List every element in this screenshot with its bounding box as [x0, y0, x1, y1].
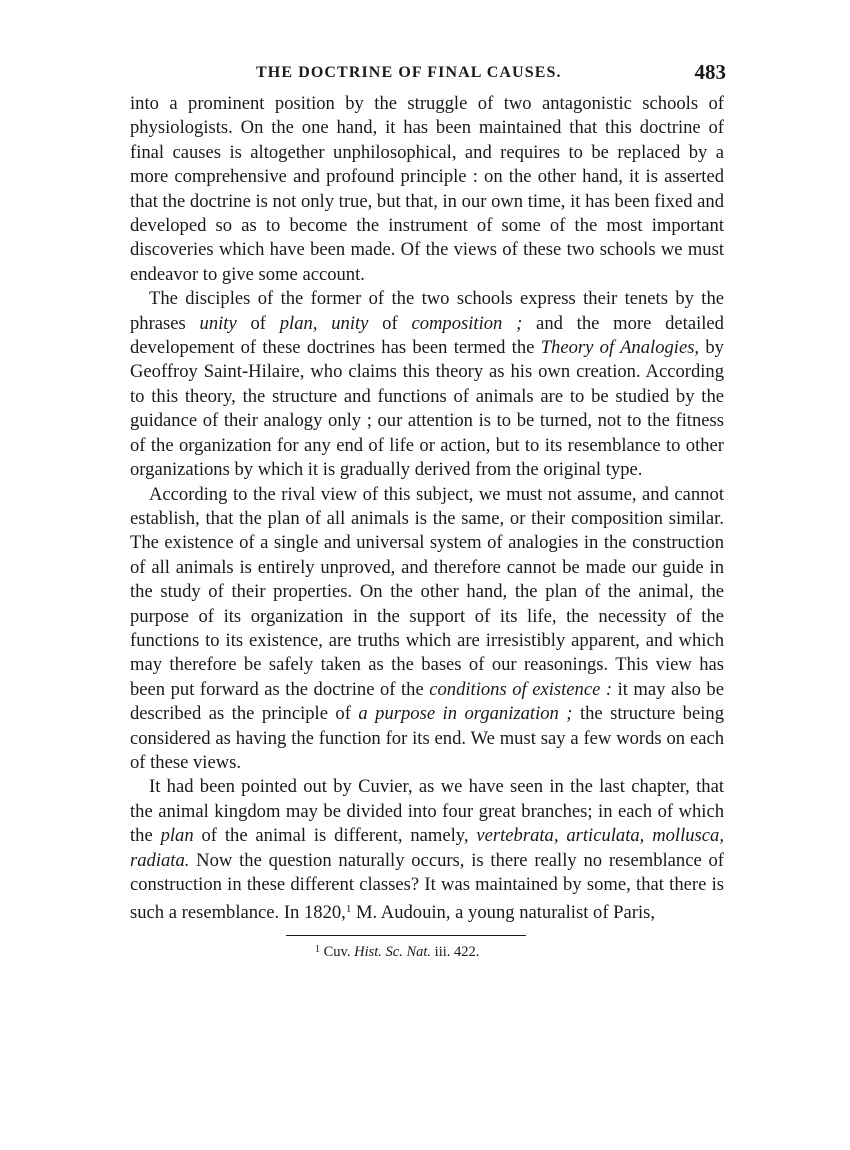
italic-text: plan	[160, 825, 194, 847]
text-run: of	[368, 312, 412, 334]
footnote-rule	[286, 935, 526, 936]
running-head	[130, 58, 724, 92]
text-run: by Geoffroy Saint-Hilaire, who claims this theory as his own creation. According to this theory, the structure and functions of animals are to be studied by the guidance of their analogy only ; our attention is to be turned, not to the fitness of the organization for any end of life or action, but to its resemblance to other organizations by which it is gradually derived from the original type.	[130, 337, 724, 481]
paragraph	[130, 775, 724, 925]
text-run: iii. 422.	[431, 943, 480, 960]
text-run: and the more detailed developement of these doctrines has been termed the	[130, 312, 724, 359]
italic-text: composition ;	[411, 312, 523, 334]
italic-text: unity	[199, 312, 237, 334]
paragraph	[130, 483, 724, 776]
italic-text: Hist. Sc. Nat.	[354, 943, 432, 960]
text-run: The disciples of the former of the two schools express their tenets by the phrases	[130, 288, 724, 334]
text-run: into a prominent position by the struggle of two antagonistic schools of physiologists. On the one hand, it has been maintained that this doctrine of final causes is altogether unphilosophical, and requires to be replaced by a more comprehensive and profound principle : on the other hand, it is asserted that the doctrine is not only true, but that, in our own time, it has been fixed and developed so as to become the instrument of some of the most important discoveries which have been made. Of the views of these two schools we must endeavor to give some account.	[130, 93, 724, 285]
paragraph	[130, 92, 724, 287]
text-run: the structure being considered as having the function for its end. We must say a few words on each of these views.	[130, 703, 724, 773]
text-run: it may also be described as the principle of	[130, 678, 724, 725]
paragraph	[130, 287, 724, 482]
text-run: of the animal is different, namely,	[193, 825, 477, 847]
text-run: of	[236, 312, 280, 334]
italic-text: Theory of Analogies,	[540, 337, 700, 359]
body-text	[130, 92, 724, 926]
italic-text: vertebrata, articulata, mollusca, radiata.	[130, 825, 724, 871]
text-run: According to the rival view of this subject, we must not assume, and cannot establish, that the plan of all animals is the same, or their composition similar. The existence of a single and universal system of analogies in the construction of all animals is entirely unproved, and therefore cannot be made our guide in the study of their properties. On the other hand, the plan of the animal, the purpose of its organization in the support of its life, the necessity of the functions to its existence, are truths which are irresistibly apparent, and which may therefore be safely taken as the bases of our reasonings. This view has been put forward as the doctrine of the	[130, 483, 724, 700]
text-run: Cuv.	[323, 943, 355, 960]
text-run: M. Audouin, a young naturalist of Paris,	[351, 902, 656, 924]
footnote-reference: 1	[345, 903, 352, 916]
footnote-marker: 1	[315, 943, 320, 955]
running-title: THE DOCTRINE OF FINAL CAUSES.	[256, 64, 562, 81]
footnote	[130, 944, 724, 961]
italic-text: a purpose in organization ;	[358, 703, 573, 725]
italic-text: conditions of existence :	[429, 678, 613, 700]
page-number: 483	[694, 60, 726, 84]
footnote-text	[324, 944, 480, 960]
book-page	[130, 58, 724, 961]
text-run: Now the question naturally occurs, is there really no resemblance of construction in these different classes? It was maintained by some, that there is such a resemblance. In 1820,	[130, 849, 724, 924]
italic-text: plan, unity	[279, 312, 369, 334]
text-run: It had been pointed out by Cuvier, as we have seen in the last chapter, that the animal kingdom may be divided into four great branches; in each of which the	[130, 776, 724, 847]
